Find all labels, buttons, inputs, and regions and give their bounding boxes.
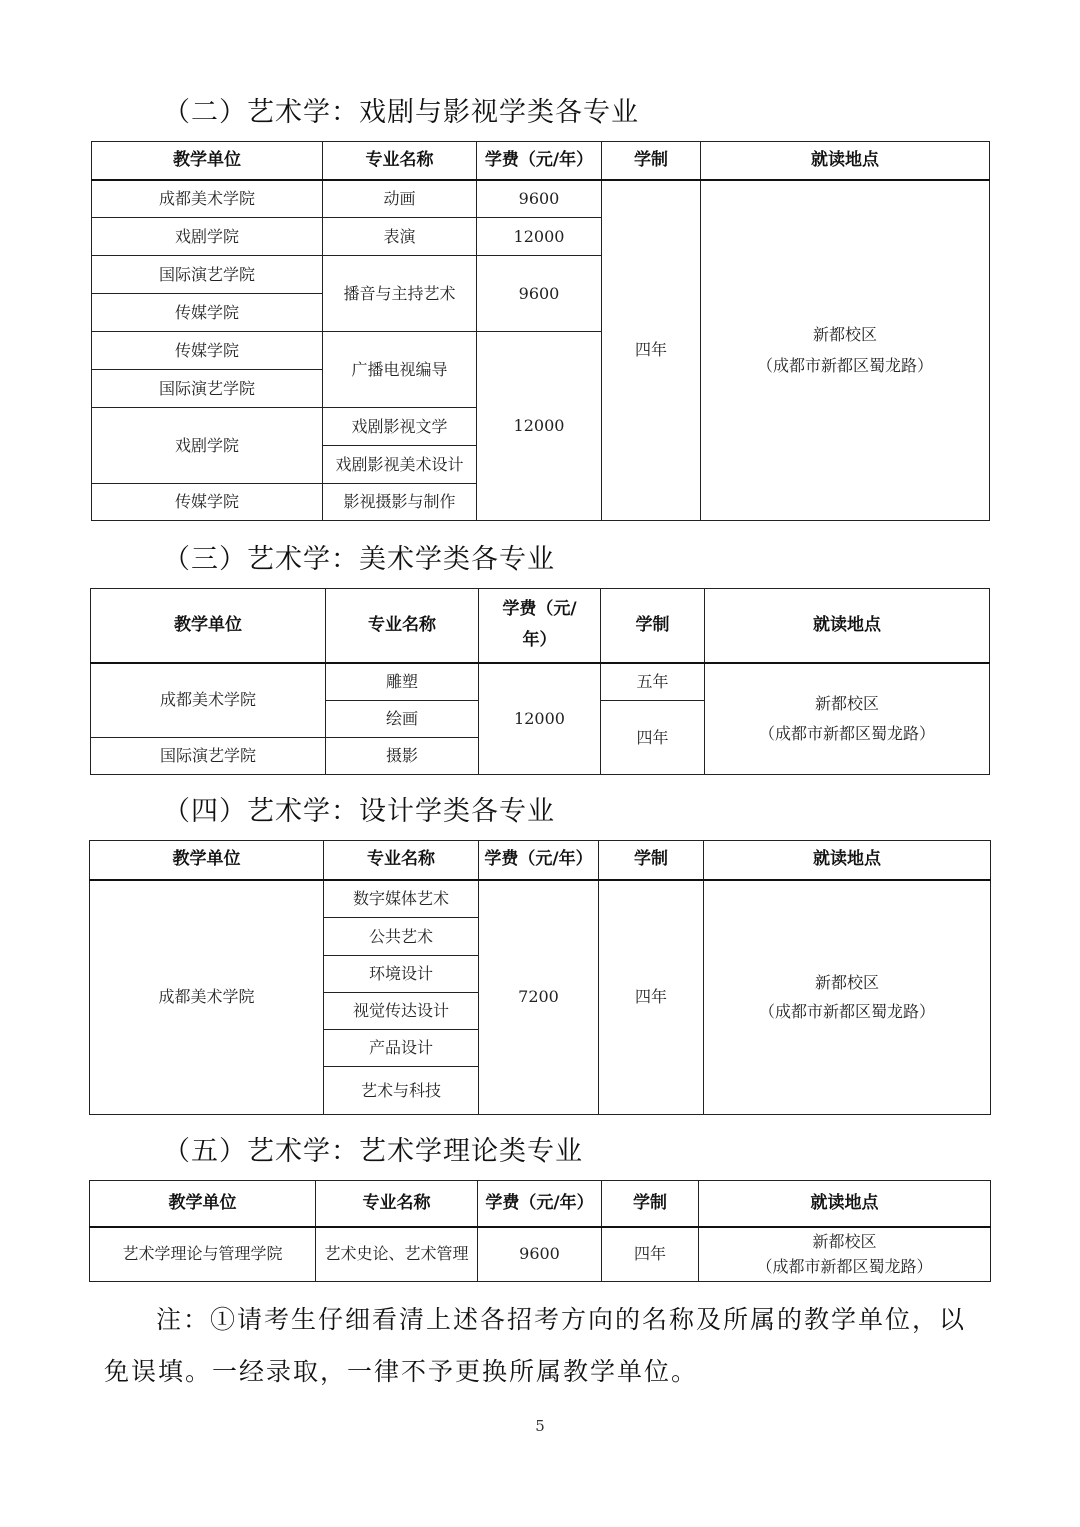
campus-name: 新都校区 [814, 972, 879, 992]
campus-name: 新都校区 [812, 1232, 877, 1252]
table-cell-major: 广播电视编导 [323, 332, 477, 408]
table-cell-fee: 9600 [478, 1227, 602, 1282]
section5-table [89, 1180, 991, 1282]
table-cell-fee: 12000 [477, 218, 602, 256]
header-fee: 学费（元/年） [479, 841, 599, 880]
table-cell-major: 摄影 [326, 738, 479, 775]
table-cell-unit: 成都美术学院 [90, 880, 324, 1115]
header-fee-line1: 学费（元/ [502, 599, 577, 620]
header-unit: 教学单位 [90, 841, 324, 880]
table-cell-unit: 戏剧学院 [92, 408, 323, 484]
table-cell-unit: 传媒学院 [92, 294, 323, 332]
campus-address: （成都市新都区蜀龙路） [758, 1002, 935, 1022]
table-cell-fee: 9600 [477, 180, 602, 218]
table-cell-unit: 艺术学理论与管理学院 [90, 1227, 316, 1282]
section4-table [89, 840, 991, 1115]
table-cell-major: 影视摄影与制作 [323, 484, 477, 521]
table-cell-major: 艺术与科技 [324, 1067, 479, 1115]
header-location: 就读地点 [701, 142, 990, 180]
table-cell-location [704, 880, 991, 1115]
section2-table [91, 141, 990, 521]
section3-table [90, 588, 990, 775]
table-cell-years: 四年 [599, 880, 704, 1115]
table-cell-major: 视觉传达设计 [324, 993, 479, 1030]
table-cell-unit: 国际演艺学院 [92, 256, 323, 294]
header-major: 专业名称 [316, 1181, 478, 1227]
table-cell-fee: 12000 [479, 663, 601, 775]
header-major: 专业名称 [326, 589, 479, 663]
table-cell-fee: 9600 [477, 256, 602, 332]
header-years: 学制 [601, 589, 705, 663]
header-fee: 学费（元/年） [477, 142, 602, 180]
header-fee [479, 589, 601, 663]
table-cell-unit: 成都美术学院 [91, 663, 326, 738]
table-cell-major: 艺术史论、艺术管理 [316, 1227, 478, 1282]
header-location: 就读地点 [699, 1181, 991, 1227]
table-cell-fee: 7200 [479, 880, 599, 1115]
table-cell-major: 戏剧影视美术设计 [323, 446, 477, 484]
table-cell-location [701, 180, 990, 521]
header-location: 就读地点 [705, 589, 990, 663]
table-cell-major: 产品设计 [324, 1030, 479, 1067]
section2-title: （二）艺术学：戏剧与影视学类各专业 [163, 97, 639, 128]
header-years: 学制 [602, 142, 701, 180]
header-fee-line2: 年） [522, 630, 557, 651]
table-cell-unit: 国际演艺学院 [91, 738, 326, 775]
campus-address: （成都市新都区蜀龙路） [756, 356, 933, 376]
table-cell-unit: 国际演艺学院 [92, 370, 323, 408]
campus-name: 新都校区 [814, 694, 879, 714]
header-unit: 教学单位 [92, 142, 323, 180]
note-paragraph [104, 1294, 984, 1398]
campus-name: 新都校区 [812, 324, 877, 344]
header-unit: 教学单位 [91, 589, 326, 663]
table-cell-unit: 戏剧学院 [92, 218, 323, 256]
header-fee: 学费（元/年） [478, 1181, 602, 1227]
header-years: 学制 [602, 1181, 699, 1227]
table-cell-major: 绘画 [326, 701, 479, 738]
note-line-2: 免误填。一经录取，一律不予更换所属教学单位。 [104, 1357, 699, 1386]
header-major: 专业名称 [324, 841, 479, 880]
section5-title: （五）艺术学：艺术学理论类专业 [163, 1136, 583, 1167]
header-unit: 教学单位 [90, 1181, 316, 1227]
table-cell-years: 四年 [601, 701, 705, 775]
table-cell-fee: 12000 [477, 332, 602, 521]
table-cell-major: 戏剧影视文学 [323, 408, 477, 446]
table-cell-major: 表演 [323, 218, 477, 256]
table-cell-major: 数字媒体艺术 [324, 880, 479, 918]
table-cell-major: 播音与主持艺术 [323, 256, 477, 332]
header-years: 学制 [599, 841, 704, 880]
note-line-1: 注：①请考生仔细看清上述各招考方向的名称及所属的教学单位，以 [156, 1305, 967, 1334]
table-cell-location [699, 1227, 991, 1282]
table-cell-major: 环境设计 [324, 956, 479, 993]
campus-address: （成都市新都区蜀龙路） [756, 1256, 933, 1276]
table-cell-years: 四年 [602, 1227, 699, 1282]
table-cell-years: 四年 [602, 180, 701, 521]
table-cell-years: 五年 [601, 663, 705, 701]
campus-address: （成都市新都区蜀龙路） [758, 723, 935, 743]
table-cell-unit: 成都美术学院 [92, 180, 323, 218]
page-number: 5 [535, 1417, 545, 1435]
table-cell-major: 动画 [323, 180, 477, 218]
header-major: 专业名称 [323, 142, 477, 180]
table-cell-unit: 传媒学院 [92, 332, 323, 370]
table-cell-major: 公共艺术 [324, 918, 479, 956]
table-cell-location [705, 663, 990, 775]
table-cell-major: 雕塑 [326, 663, 479, 701]
table-cell-unit: 传媒学院 [92, 484, 323, 521]
section4-title: （四）艺术学：设计学类各专业 [163, 796, 555, 827]
header-location: 就读地点 [704, 841, 991, 880]
section3-title: （三）艺术学：美术学类各专业 [163, 544, 555, 575]
